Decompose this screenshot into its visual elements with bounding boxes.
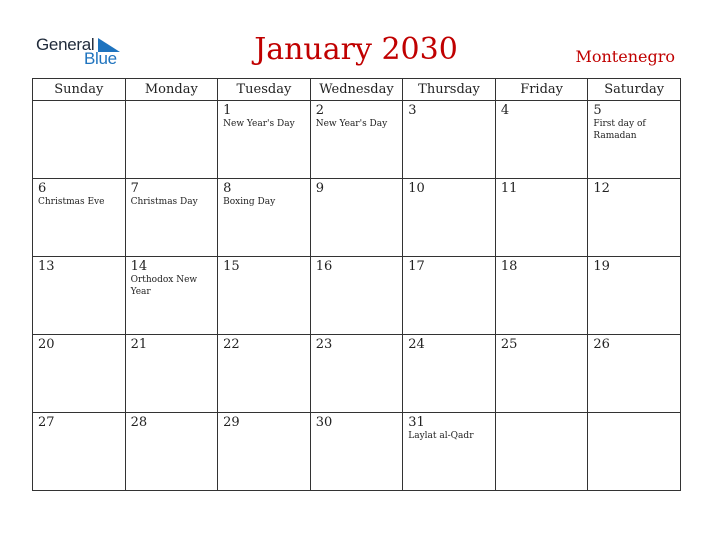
- week-row: [33, 101, 681, 179]
- day-number: 25: [500, 337, 518, 352]
- day-number: 29: [223, 415, 240, 430]
- day-number: 30: [315, 415, 333, 430]
- day-cell: [588, 257, 681, 335]
- day-number: 21: [130, 337, 148, 352]
- day-cell: [218, 257, 311, 335]
- day-number: [126, 101, 218, 103]
- day-cell: [125, 179, 218, 257]
- day-number: 13: [38, 259, 55, 274]
- day-cell: [495, 101, 588, 179]
- day-number: [588, 413, 680, 415]
- day-number: 18: [500, 259, 518, 274]
- logo-word-blue: Blue: [84, 49, 117, 68]
- day-number: 16: [315, 259, 333, 274]
- day-cell: [218, 101, 311, 179]
- holiday-label: Orthodox New Year: [130, 275, 198, 297]
- day-number: 2: [315, 103, 324, 118]
- day-cell: [33, 257, 126, 335]
- day-number: 12: [593, 181, 610, 196]
- day-cell: [310, 101, 403, 179]
- day-cell: [403, 335, 496, 413]
- holiday-label: Christmas Day: [130, 197, 198, 207]
- day-number: 19: [593, 259, 610, 274]
- weekday-header: Friday: [495, 79, 588, 101]
- page-title: January 2030: [254, 32, 458, 67]
- day-number: 4: [500, 103, 510, 118]
- calendar-grid: [32, 78, 681, 491]
- weekday-header-row: [33, 79, 681, 101]
- day-cell: [33, 179, 126, 257]
- day-cell: [125, 335, 218, 413]
- day-number: 22: [223, 337, 240, 352]
- day-number: 26: [593, 337, 610, 352]
- country-name: Montenegro: [575, 47, 675, 66]
- day-number: 6: [38, 181, 47, 196]
- day-cell: [125, 257, 218, 335]
- day-cell: [218, 413, 311, 491]
- day-cell: [33, 335, 126, 413]
- weekday-header: Wednesday: [310, 79, 403, 101]
- day-cell: [588, 101, 681, 179]
- day-cell: [495, 257, 588, 335]
- day-number: [496, 413, 588, 415]
- day-cell: [495, 335, 588, 413]
- holiday-label: First day of Ramadan: [593, 119, 646, 141]
- weekday-header: Monday: [125, 79, 218, 101]
- weekday-header: Tuesday: [218, 79, 311, 101]
- day-number: 1: [223, 103, 232, 118]
- day-number: 15: [223, 259, 240, 274]
- day-cell: [588, 179, 681, 257]
- holiday-label: New Year's Day: [223, 119, 295, 129]
- day-cell: [403, 179, 496, 257]
- week-row: [33, 413, 681, 491]
- day-cell: [218, 179, 311, 257]
- day-number: 24: [408, 337, 425, 352]
- day-cell: [403, 413, 496, 491]
- day-number: 3: [408, 103, 417, 118]
- weekday-header: Sunday: [33, 79, 126, 101]
- day-cell: [495, 179, 588, 257]
- day-number: 11: [500, 181, 518, 196]
- day-number: 23: [315, 337, 333, 352]
- week-row: [33, 257, 681, 335]
- day-cell: [310, 335, 403, 413]
- day-number: 9: [315, 181, 324, 196]
- day-number: 10: [408, 181, 425, 196]
- day-number: 8: [223, 181, 232, 196]
- day-cell: [125, 101, 218, 179]
- holiday-label: Christmas Eve: [38, 197, 105, 207]
- week-row: [33, 179, 681, 257]
- day-cell: [403, 101, 496, 179]
- day-cell: [588, 335, 681, 413]
- day-cell: [33, 413, 126, 491]
- day-number: 7: [130, 181, 139, 196]
- logo-word-general: General: [36, 35, 95, 54]
- day-cell: [218, 335, 311, 413]
- day-cell: [588, 413, 681, 491]
- holiday-label: Laylat al-Qadr: [408, 431, 474, 441]
- day-cell: [403, 257, 496, 335]
- day-number: 28: [130, 415, 148, 430]
- day-number: 14: [130, 259, 148, 274]
- day-number: 20: [38, 337, 55, 352]
- weekday-header: Thursday: [403, 79, 496, 101]
- day-number: [33, 101, 125, 103]
- day-cell: [33, 101, 126, 179]
- weekday-header: Saturday: [588, 79, 681, 101]
- day-cell: [495, 413, 588, 491]
- day-number: 27: [38, 415, 55, 430]
- holiday-label: Boxing Day: [223, 197, 276, 207]
- day-cell: [310, 413, 403, 491]
- day-cell: [125, 413, 218, 491]
- day-number: 5: [593, 103, 602, 118]
- day-cell: [310, 257, 403, 335]
- week-row: [33, 335, 681, 413]
- day-number: 31: [408, 415, 425, 430]
- day-number: 17: [408, 259, 425, 274]
- holiday-label: New Year's Day: [315, 119, 388, 129]
- day-cell: [310, 179, 403, 257]
